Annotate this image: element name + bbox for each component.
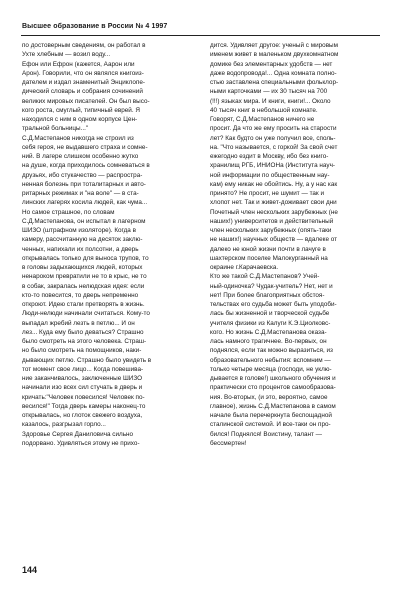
text-line: кричать:"Человек повесился! Человек по-	[22, 393, 145, 401]
text-line: именем живет в маленьком двухкомнатном	[210, 51, 339, 59]
text-line: Но самое страшное, по словам	[22, 208, 115, 216]
text-line: находился с ним в одном корпусе Цен-	[22, 116, 138, 123]
text-line: начинали изо всех сил стучать в дверь и	[22, 384, 143, 392]
text-line: ние заканчивалось, заключенные ШИЗО	[22, 375, 143, 382]
text-line: лась намного трагичнее. Во-первых, он	[210, 338, 327, 345]
text-line: на. "Что называется, с горкой! За свой счет	[210, 143, 338, 151]
text-line: великих мировых писателей. Он был высо-	[22, 97, 150, 105]
left-text-column	[22, 41, 190, 448]
text-line: образовательного небытия: вспомним —	[210, 356, 331, 364]
text-line: тот момент свое лицо... Когда повешива-	[22, 365, 144, 373]
text-line: бился! Поднялся! Воистину, талант —	[210, 430, 323, 438]
text-line: тельствах его судьба может быть уподоби-	[210, 301, 337, 308]
text-line: лась бы жизненной и творческой судьбе	[210, 310, 330, 318]
text-line: дывающих петлю. Страшно было увидеть в	[22, 356, 152, 364]
text-line: поднялся, если так можно выразиться, из	[210, 347, 333, 355]
text-line: лез... Куда ему было деваться? Страшно	[22, 328, 144, 336]
text-line: нет! При более благоприятных обстоя-	[210, 291, 325, 299]
text-line: дателем и издал знаменитый Энциклопе-	[22, 79, 146, 86]
text-line: в головы задыхающихся людей, которых	[22, 264, 143, 271]
text-line: дический словарь и собрания сочинений	[22, 88, 143, 96]
text-line: бессмертен!	[210, 439, 247, 447]
text-line: ежегодно ездит в Москву, ибо без книго-	[210, 153, 329, 160]
text-line: кто-то повесится, то дверь непременно	[22, 291, 139, 299]
text-line: но было смотреть на помощников, наки-	[22, 347, 142, 355]
text-line: Здоровье Сергея Даниловича сильно	[22, 430, 134, 438]
text-line: шахтерском поселке Малокурганный на	[210, 254, 328, 262]
page-number: 144	[22, 565, 38, 575]
text-line: просит. Да что же ему просить на старости	[210, 125, 337, 133]
text-line: подорвано. Удивляться этому не прихо-	[22, 439, 140, 447]
text-line: 40 тысяч книг в небольшой комнате.	[210, 106, 318, 114]
text-line: дится. Удивляет другое: ученый с мировым	[210, 42, 338, 49]
text-line: ритарных режимах и "на воле" — в ста-	[22, 190, 139, 197]
text-line: кого. Но жизнь С.Д.Мастепанова оказа-	[210, 328, 327, 336]
text-line: ными карточками — их 30 тысяч на 700	[210, 88, 328, 96]
text-line: ный-одиночка? Чудак-учитель? Нет, нет и	[210, 282, 333, 290]
text-line: ченных, напихали их полсотни, а дверь	[22, 245, 139, 253]
text-line: член нескольких зарубежных (опять-таки	[210, 227, 332, 234]
text-line: ШИЗО (штрафном изоляторе). Когда в	[22, 227, 136, 234]
text-line: не наших!) научных обществ — вдалеке от	[210, 236, 338, 244]
text-line: С.Д.Мастепанова, он испытал в лагерном	[22, 217, 146, 225]
text-line: хлопот нет. Так и живет-доживает свои дни	[210, 199, 337, 207]
text-line: только четыре месяца (господи, не уклю-	[210, 365, 332, 373]
text-line: лет? Как будто он уже получил все, споль-	[210, 134, 336, 142]
header-rule	[21, 35, 380, 36]
text-line: откроют. Идею стали претворять в жизнь.	[22, 301, 145, 308]
text-line: домике без элементарных удобств — нет	[210, 60, 333, 68]
text-line: весился!" Тогда дверь камеры наконец-то	[22, 402, 146, 410]
text-line: линских лагерях косила людей, как чума...	[22, 199, 148, 207]
text-line: выпадал жребий лезть в петлю... И он	[22, 319, 135, 327]
text-line: казалось, разгрызал горло...	[22, 421, 106, 429]
text-line: окраине г.Карачаевска.	[210, 264, 279, 271]
text-line: стью заставлена специальными фольклор-	[210, 79, 339, 86]
text-line: на душе, когда приходилось сомневаться в	[22, 162, 150, 170]
text-line: друзьях, ибо стукачество — распростра-	[22, 171, 143, 179]
text-line: в собак, закралась нелюдская идея: если	[22, 282, 145, 290]
text-line: Кто же такой С.Д.Мастепанов? Учей-	[210, 273, 320, 281]
text-line: учителя физики из Калуги К.Э.Циолковс-	[210, 319, 331, 327]
text-line: ния. Во-вторых, (и это, вероятно, самое	[210, 393, 328, 401]
text-line: практически сто процентов самообразова-	[210, 384, 336, 392]
text-line: дывается в голове!) школьного обучения и	[210, 375, 336, 382]
text-line: себя героя, не выдавшего страха и сомне-	[22, 143, 148, 151]
right-text-column	[210, 41, 378, 448]
text-line: Почетный член нескольких зарубежных (не	[210, 208, 338, 216]
text-line: камеру, рассчитанную на десяток заклю-	[22, 236, 143, 244]
text-line: (!!!) языках мира. И книги, книги!... Около	[210, 97, 331, 105]
text-line: ний. В лагере слишком особенно жутко	[22, 153, 139, 160]
text-line: сталинской системой. И все-таки он про-	[210, 421, 331, 429]
text-line: кого роста, смуглый, типичный еврей. Я	[22, 106, 140, 114]
text-line: ненароком превратили не то в крыс, не то	[22, 273, 147, 281]
text-line: далеко не юной жизни почти в лачуге в	[210, 245, 326, 253]
text-line: наших!) университетов и действительный	[210, 217, 334, 225]
text-line: Ухте хлебным — возил воду...	[22, 51, 111, 59]
text-line: по достоверным сведениям, он работал в	[22, 42, 146, 49]
text-line: Арон). Говорили, что он являлся книгоиз-	[22, 69, 144, 77]
text-line: кам) ему никак не обойтись. Ну, а у нас как	[210, 180, 338, 188]
text-line: ной информации по общественным нау-	[210, 171, 330, 179]
text-line: даже водопровода!... Одна комната полно-	[210, 69, 337, 77]
text-line: было смотреть на этого человека. Страш-	[22, 338, 147, 345]
text-line: Говорят, С.Д.Мастепанов ничего не	[210, 116, 315, 123]
text-line: открывалась, но глоток свежего воздуха,	[22, 412, 143, 419]
text-line: принято? Не просит, не шумит — так и	[210, 190, 325, 197]
text-line: Ефон или Ефрон (кажется, Аарон или	[22, 60, 135, 68]
text-line: тральной больницы..."	[22, 125, 89, 133]
text-line: открывалась только для выноса трупов, то	[22, 254, 149, 262]
text-line: хранилищ РГБ, ИНИОНа (Института науч-	[210, 162, 335, 170]
text-line: ненная болезнь при тоталитарных и авто-	[22, 180, 146, 188]
running-header: Высшее образование в России № 4 1997	[22, 23, 168, 30]
text-line: С.Д.Мастепанов никогда не строил из	[22, 134, 134, 142]
text-line: Люди-нелюди начинали считаться. Кому-то	[22, 310, 150, 318]
text-line: начале была перечеркнута беспощадной	[210, 412, 332, 419]
text-line: главное), жизнь С.Д.Мастепанова в самом	[210, 402, 336, 410]
